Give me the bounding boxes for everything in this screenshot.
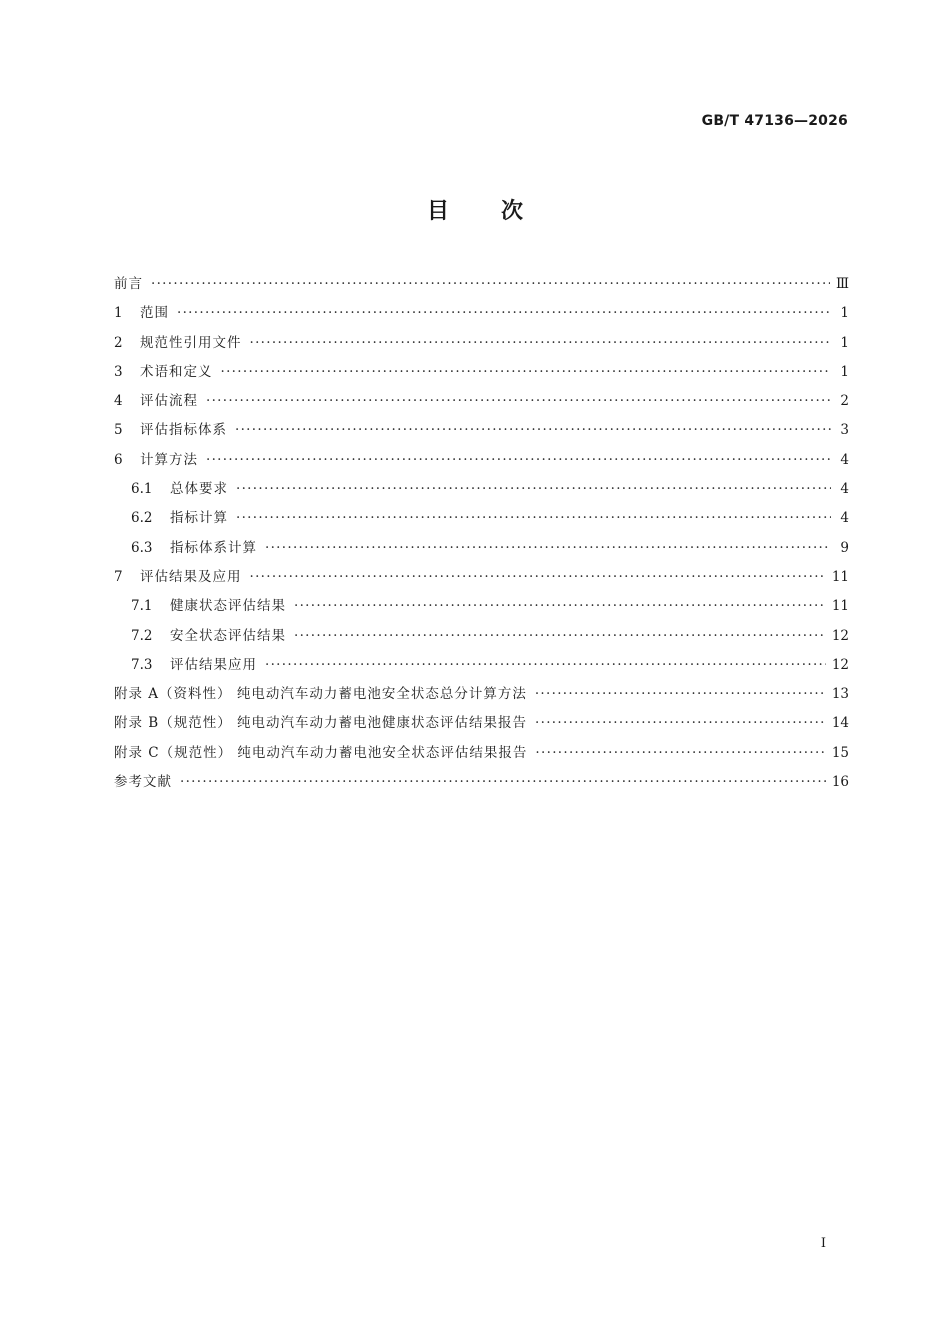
toc-entry[interactable] (114, 739, 849, 768)
toc-entry-page: 12 (831, 656, 849, 673)
toc-entry[interactable] (114, 504, 849, 533)
toc-leader-dots (265, 534, 831, 563)
toc-entry-number: 6.1 (131, 481, 153, 498)
toc-entry-label: 评估流程 (140, 393, 198, 410)
toc-entry-number: 5 (114, 422, 123, 439)
toc-entry-page: 1 (840, 334, 849, 351)
toc-leader-dots (265, 651, 826, 680)
toc-leader-dots (535, 739, 825, 768)
toc-entry-number: 4 (114, 393, 123, 410)
toc-entry-label: 评估结果及应用 (140, 568, 242, 585)
toc-entry[interactable] (114, 270, 849, 299)
toc-entry-number: 3 (114, 363, 123, 380)
toc-entry-number: 7.3 (131, 656, 153, 673)
toc-leader-dots (236, 504, 831, 533)
toc-entry[interactable] (114, 680, 849, 709)
toc-leader-dots (535, 680, 826, 709)
toc-leader-dots (236, 475, 831, 504)
toc-entry-label: 附录 A（资料性） 纯电动汽车动力蓄电池安全状态总分计算方法 (114, 686, 527, 703)
toc-entry[interactable] (114, 475, 849, 504)
toc-leader-dots (250, 329, 832, 358)
toc-entry-page: 13 (831, 686, 849, 703)
toc-entry-page: 16 (831, 774, 849, 791)
toc-entry[interactable] (114, 299, 849, 328)
toc-entry-page: 11 (831, 598, 849, 615)
toc-entry-page: Ⅲ (835, 276, 849, 292)
toc-entry-page: 4 (840, 510, 849, 527)
toc-entry-page: 12 (831, 627, 849, 644)
toc-leader-dots (177, 299, 831, 328)
toc-entry-page: 4 (840, 451, 849, 468)
toc-entry[interactable] (114, 622, 849, 651)
toc-entry-number: 7 (114, 568, 123, 585)
toc-entry-page: 2 (840, 393, 849, 410)
toc-leader-dots (221, 358, 832, 387)
table-of-contents (114, 270, 849, 797)
toc-entry-page: 14 (831, 715, 849, 732)
toc-entry-page: 1 (840, 363, 849, 380)
toc-leader-dots (294, 622, 826, 651)
toc-entry-label: 指标体系计算 (170, 539, 257, 556)
page-number: I (820, 1236, 826, 1251)
toc-entry-number: 2 (114, 334, 123, 351)
toc-entry-page: 11 (831, 568, 849, 585)
toc-entry[interactable] (114, 416, 849, 445)
toc-entry-number: 6 (114, 451, 123, 468)
toc-leader-dots (206, 387, 831, 416)
standard-code: GB/T 47136—2026 (701, 113, 848, 129)
toc-entry[interactable] (114, 534, 849, 563)
toc-entry-label: 健康状态评估结果 (170, 598, 286, 615)
toc-entry-page: 4 (840, 481, 849, 498)
toc-entry[interactable] (114, 563, 849, 592)
toc-leader-dots (180, 768, 826, 797)
toc-entry[interactable] (114, 387, 849, 416)
toc-entry[interactable] (114, 446, 849, 475)
toc-entry[interactable] (114, 329, 849, 358)
toc-leader-dots (294, 592, 826, 621)
toc-entry-label: 附录 B（规范性） 纯电动汽车动力蓄电池健康状态评估结果报告 (114, 715, 528, 732)
toc-entry[interactable] (114, 709, 849, 738)
toc-entry-number: 6.3 (131, 539, 153, 556)
toc-entry-label: 前言 (114, 276, 143, 292)
toc-entry-label: 范围 (140, 305, 169, 322)
toc-entry-label: 指标计算 (170, 510, 228, 527)
toc-leader-dots (250, 563, 826, 592)
toc-entry[interactable] (114, 651, 849, 680)
toc-entry-page: 1 (840, 305, 849, 322)
toc-leader-dots (235, 416, 831, 445)
toc-entry[interactable] (114, 358, 849, 387)
toc-entry[interactable] (114, 592, 849, 621)
toc-title: 目次 (426, 199, 575, 224)
toc-entry-page: 3 (840, 422, 849, 439)
toc-entry-label: 总体要求 (170, 481, 228, 498)
toc-leader-dots (535, 709, 826, 738)
toc-leader-dots (206, 446, 831, 475)
toc-entry-label: 评估结果应用 (170, 656, 257, 673)
toc-entry-number: 7.2 (131, 627, 153, 644)
toc-entry-number: 1 (114, 305, 123, 322)
toc-entry-number: 7.1 (131, 598, 153, 615)
toc-entry-label: 规范性引用文件 (140, 334, 242, 351)
toc-entry-label: 评估指标体系 (140, 422, 227, 439)
toc-entry-label: 术语和定义 (140, 363, 213, 380)
toc-entry-page: 15 (831, 744, 849, 761)
toc-entry-label: 计算方法 (140, 451, 198, 468)
toc-entry-label: 参考文献 (114, 774, 172, 791)
toc-entry-label: 附录 C（规范性） 纯电动汽车动力蓄电池安全状态评估结果报告 (114, 744, 528, 761)
toc-leader-dots (151, 270, 830, 299)
toc-entry[interactable] (114, 768, 849, 797)
toc-entry-page: 9 (840, 539, 849, 556)
toc-entry-label: 安全状态评估结果 (170, 627, 286, 644)
toc-entry-number: 6.2 (131, 510, 153, 527)
